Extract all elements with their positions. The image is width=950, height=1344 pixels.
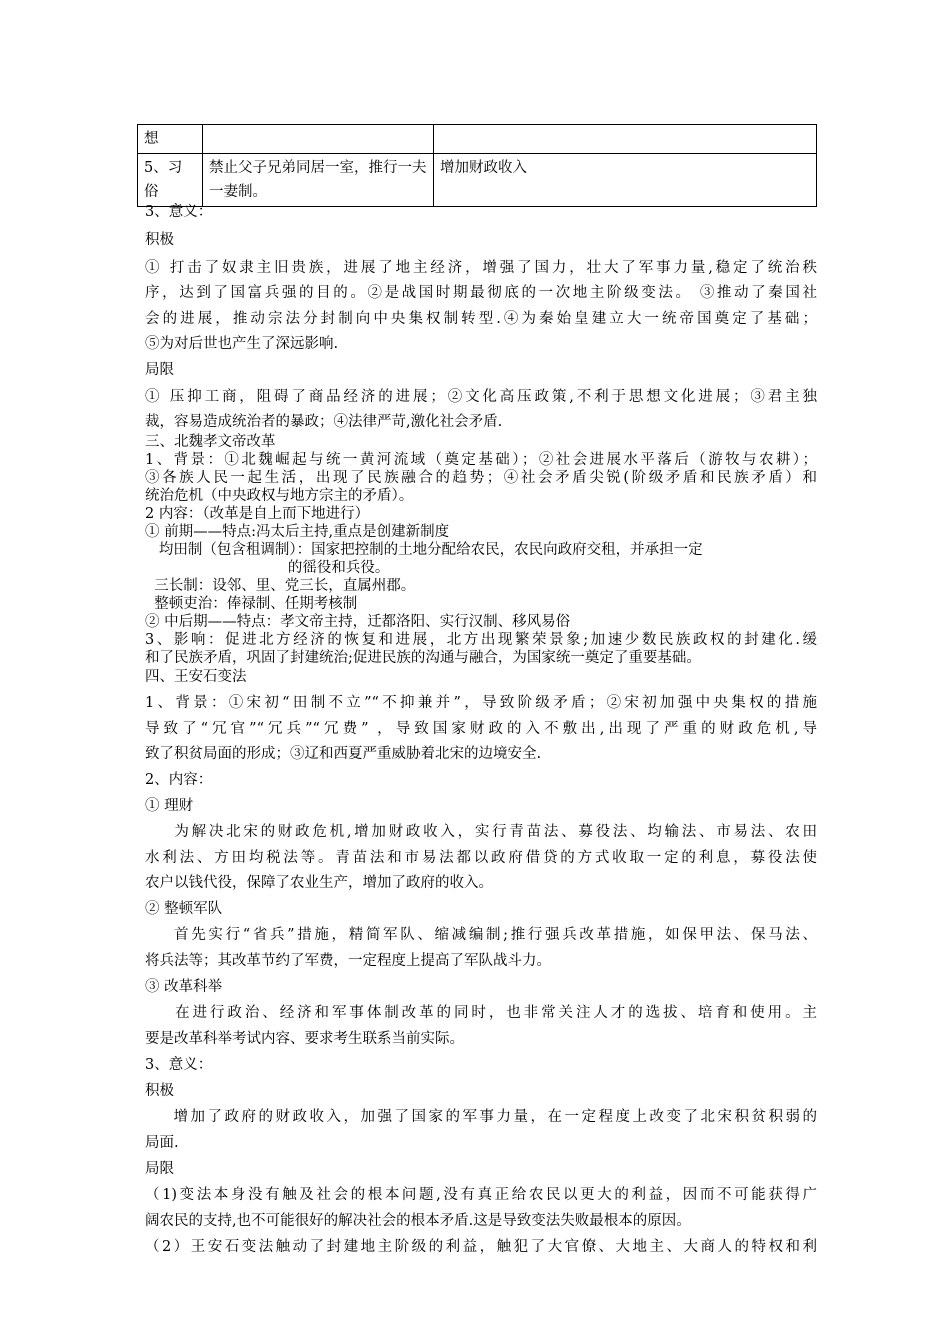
text-line: 将兵法等；其改革节约了军费，一定程度上提高了军队战斗力。	[145, 953, 551, 969]
text-line: 在进行政治、经济和军事体制改革的同时，也非常关注人才的选拔、培育和使用。主	[145, 1005, 817, 1021]
text-line: 裁，容易造成统治者的暴政；④法律严苛,激化社会矛盾.	[145, 414, 503, 430]
subheading: ② 整顿军队	[145, 901, 223, 917]
text-line: 会的进展，推动宗法分封制向中央集权制转型.④为秦始皇建立大一统帝国奠定了基础；	[145, 311, 817, 327]
table-cell	[434, 125, 817, 154]
reform-table	[137, 124, 817, 207]
text-line: （1)变法本身没有触及社会的根本问题,没有真正给农民以更大的利益，因而不可能获得广	[145, 1187, 817, 1203]
text-line: 增加了政府的财政收入，加强了国家的军事力量，在一定程度上改变了北宋积贫积弱的	[145, 1109, 817, 1125]
text-line: 首先实行“省兵”措施，精简军队、缩减编制;推行强兵改革措施，如保甲法、保马法、	[145, 927, 817, 943]
table-row	[138, 154, 817, 207]
text-line: 三长制：设邻、里、党三长，直属州郡。	[145, 578, 416, 594]
text-line: 3、影响：促进北方经济的恢复和进展，北方出现繁荣景象;加速少数民族政权的封建化.缓	[145, 632, 817, 648]
section-heading: 三、北魏孝文帝改革	[145, 434, 276, 450]
table-cell	[203, 125, 434, 154]
text-line: 序，达到了国富兵强的目的。②是战国时期最彻底的一次地主阶级变法。 ③推动了秦国社	[145, 285, 817, 301]
table-cell: 5、习俗	[138, 154, 203, 207]
text-line: 统治危机（中央政权与地方宗主的矛盾）。	[145, 488, 414, 504]
table-row	[138, 125, 817, 154]
text-line: 要是改革科举考试内容、要求考生联系当前实际。	[145, 1031, 464, 1047]
text-line: 整顿吏治：俸禄制、任期考核制	[145, 596, 358, 612]
text-line: ① 前期——特点:冯太后主持,重点是创建新制度	[145, 524, 450, 540]
text-line: （2）王安石变法触动了封建地主阶级的利益，触犯了大官僚、大地主、大商人的特权和利	[145, 1239, 817, 1255]
subheading: 积极	[145, 232, 174, 248]
text-line: 1、背景：①北魏崛起与统一黄河流域（奠定基础）；②社会进展水平落后（游牧与农耕）；	[145, 452, 817, 468]
text-line: 阔农民的支持,也不可能很好的解决社会的根本矛盾.这是导致变法失败最根本的原因。	[145, 1213, 691, 1229]
table-cell: 想	[138, 125, 203, 154]
text-line: 局面.	[145, 1135, 179, 1151]
text-line: 均田制（包含租调制）：国家把控制的土地分配给农民，农民向政府交租，并承担一定	[145, 542, 703, 558]
section-heading: 四、王安石变法	[145, 669, 247, 685]
text-line: 和了民族矛盾，巩固了封建统治;促进民族的沟通与融合，为国家统一奠定了重要基础。	[145, 650, 701, 666]
text-line: 的徭役和兵役。	[145, 560, 390, 576]
subheading: ① 理财	[145, 798, 194, 814]
text-line: 1、背景：①宋初“田制不立”“不抑兼并”，导致阶级矛盾；②宋初加强中央集权的措施	[145, 695, 817, 711]
text-line: ⑤为对后世也产生了深远影响.	[145, 336, 339, 352]
section-heading: 2、内容：	[145, 772, 213, 788]
subheading: 局限	[145, 1161, 174, 1177]
text-line: 农户以钱代役，保障了农业生产，增加了政府的收入。	[145, 875, 493, 891]
text-line: 水利法、方田均税法等。青苗法和市易法都以政府借贷的方式收取一定的利息，募役法使	[145, 850, 817, 866]
text-line: ① 打击了奴隶主旧贵族，进展了地主经济，增强了国力，壮大了军事力量,稳定了统治秩	[145, 260, 817, 276]
subheading: 积极	[145, 1083, 174, 1099]
section-heading: 3、意义：	[145, 204, 213, 220]
subheading: ③ 改革科举	[145, 979, 223, 995]
text-line: 导致了“冗官”“冗兵”“冗费” ，导致国家财政的入不敷出,出现了严重的财政危机,导	[145, 721, 817, 737]
subheading: 局限	[145, 362, 174, 378]
text-line: ③各族人民一起生活，出现了民族融合的趋势；④社会矛盾尖锐(阶级矛盾和民族矛盾）和	[145, 470, 817, 486]
text-line: 致了积贫局面的形成；③辽和西夏严重威胁着北宋的边境安全.	[145, 746, 542, 762]
table-cell: 增加财政收入	[434, 154, 817, 207]
section-heading: 3、意义：	[145, 1057, 213, 1073]
table-cell: 禁止父子兄弟同居一室，推行一夫一妻制。	[203, 154, 434, 207]
text-line: ① 压抑工商，阻碍了商品经济的进展；②文化高压政策,不利于思想文化进展；③君主独	[145, 389, 817, 405]
text-line: ② 中后期——特点：孝文帝主持，迁都洛阳、实行汉制、移风易俗	[145, 614, 571, 630]
text-line: 为解决北宋的财政危机,增加财政收入，实行青苗法、募役法、均输法、市易法、农田	[145, 824, 817, 840]
text-line: 2 内容：（改革是自上而下地进行）	[145, 506, 370, 522]
